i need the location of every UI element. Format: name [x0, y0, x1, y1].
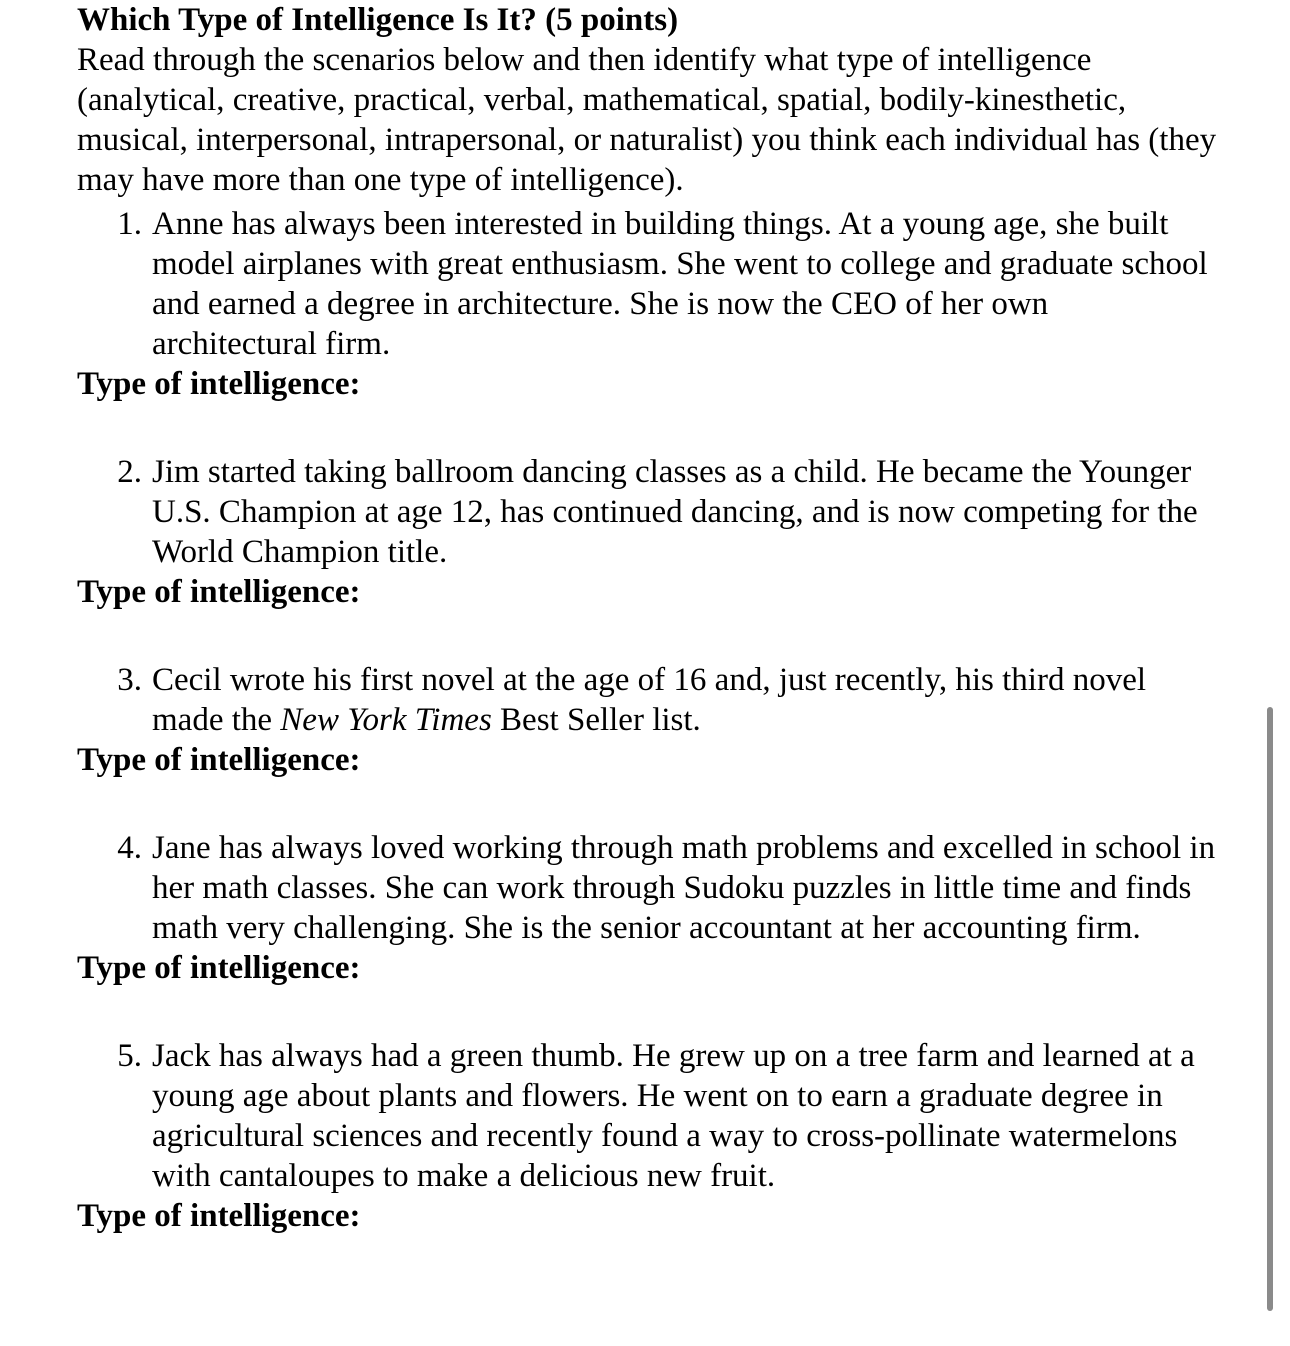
scenario-number: 5.	[117, 1038, 142, 1074]
scenario-number: 1.	[117, 206, 142, 242]
intro-paragraph: Read through the scenarios below and then identify what type of intelligence (analytical, creative, practical, verbal, mathematical, spatial, bodily-kinesthetic, musical, interpersonal, intrapersonal, or naturalist) you think each individual has (they may have more than one type of intelligence).	[77, 42, 1217, 198]
scenario-2	[77, 452, 1217, 572]
answer-label-3: Type of intelligence:	[77, 742, 361, 778]
scenario-text: Jack has always had a green thumb. He grew up on a tree farm and learned at a young age about plants and flowers. He went on to earn a graduate degree in agricultural sciences and recently found a way to cross-pollinate watermelons with cantaloupes to make a delicious new fruit.	[152, 1038, 1195, 1194]
scenario-1	[77, 204, 1217, 364]
answer-label-2: Type of intelligence:	[77, 574, 361, 610]
document-title: Which Type of Intelligence Is It? (5 points)	[77, 2, 679, 38]
scenario-text	[152, 660, 1217, 740]
scenario-number: 2.	[117, 454, 142, 490]
scenario-text-part: Best Seller list.	[491, 702, 701, 738]
scenario-text: Jim started taking ballroom dancing classes as a child. He became the Younger U.S. Champion at age 12, has continued dancing, and is now competing for the World Champion title.	[152, 454, 1198, 570]
scenario-4	[77, 828, 1217, 948]
scenario-text: Jane has always loved working through math problems and excelled in school in her math classes. She can work through Sudoku puzzles in little time and finds math very challenging. She is the senior accountant at her accounting firm.	[152, 830, 1216, 946]
document-page	[77, 0, 1217, 1236]
book-list-title: New York Times	[280, 702, 492, 738]
answer-label-1: Type of intelligence:	[77, 366, 361, 402]
vertical-scrollbar[interactable]	[1267, 707, 1273, 1311]
answer-label-4: Type of intelligence:	[77, 950, 361, 986]
scenario-5	[77, 1036, 1217, 1196]
scenario-number: 3.	[117, 662, 142, 698]
scenario-text-part: Cecil wrote his first novel at the age of 16 and, just recently, his third novel made the	[152, 662, 1147, 738]
scenario-text: Anne has always been interested in building things. At a young age, she built model airplanes with great enthusiasm. She went to college and graduate school and earned a degree in architecture. She is now the CEO of her own architectural firm.	[152, 206, 1208, 362]
scenario-number: 4.	[117, 830, 142, 866]
answer-label-5: Type of intelligence:	[77, 1198, 361, 1234]
scenario-3	[77, 660, 1217, 740]
